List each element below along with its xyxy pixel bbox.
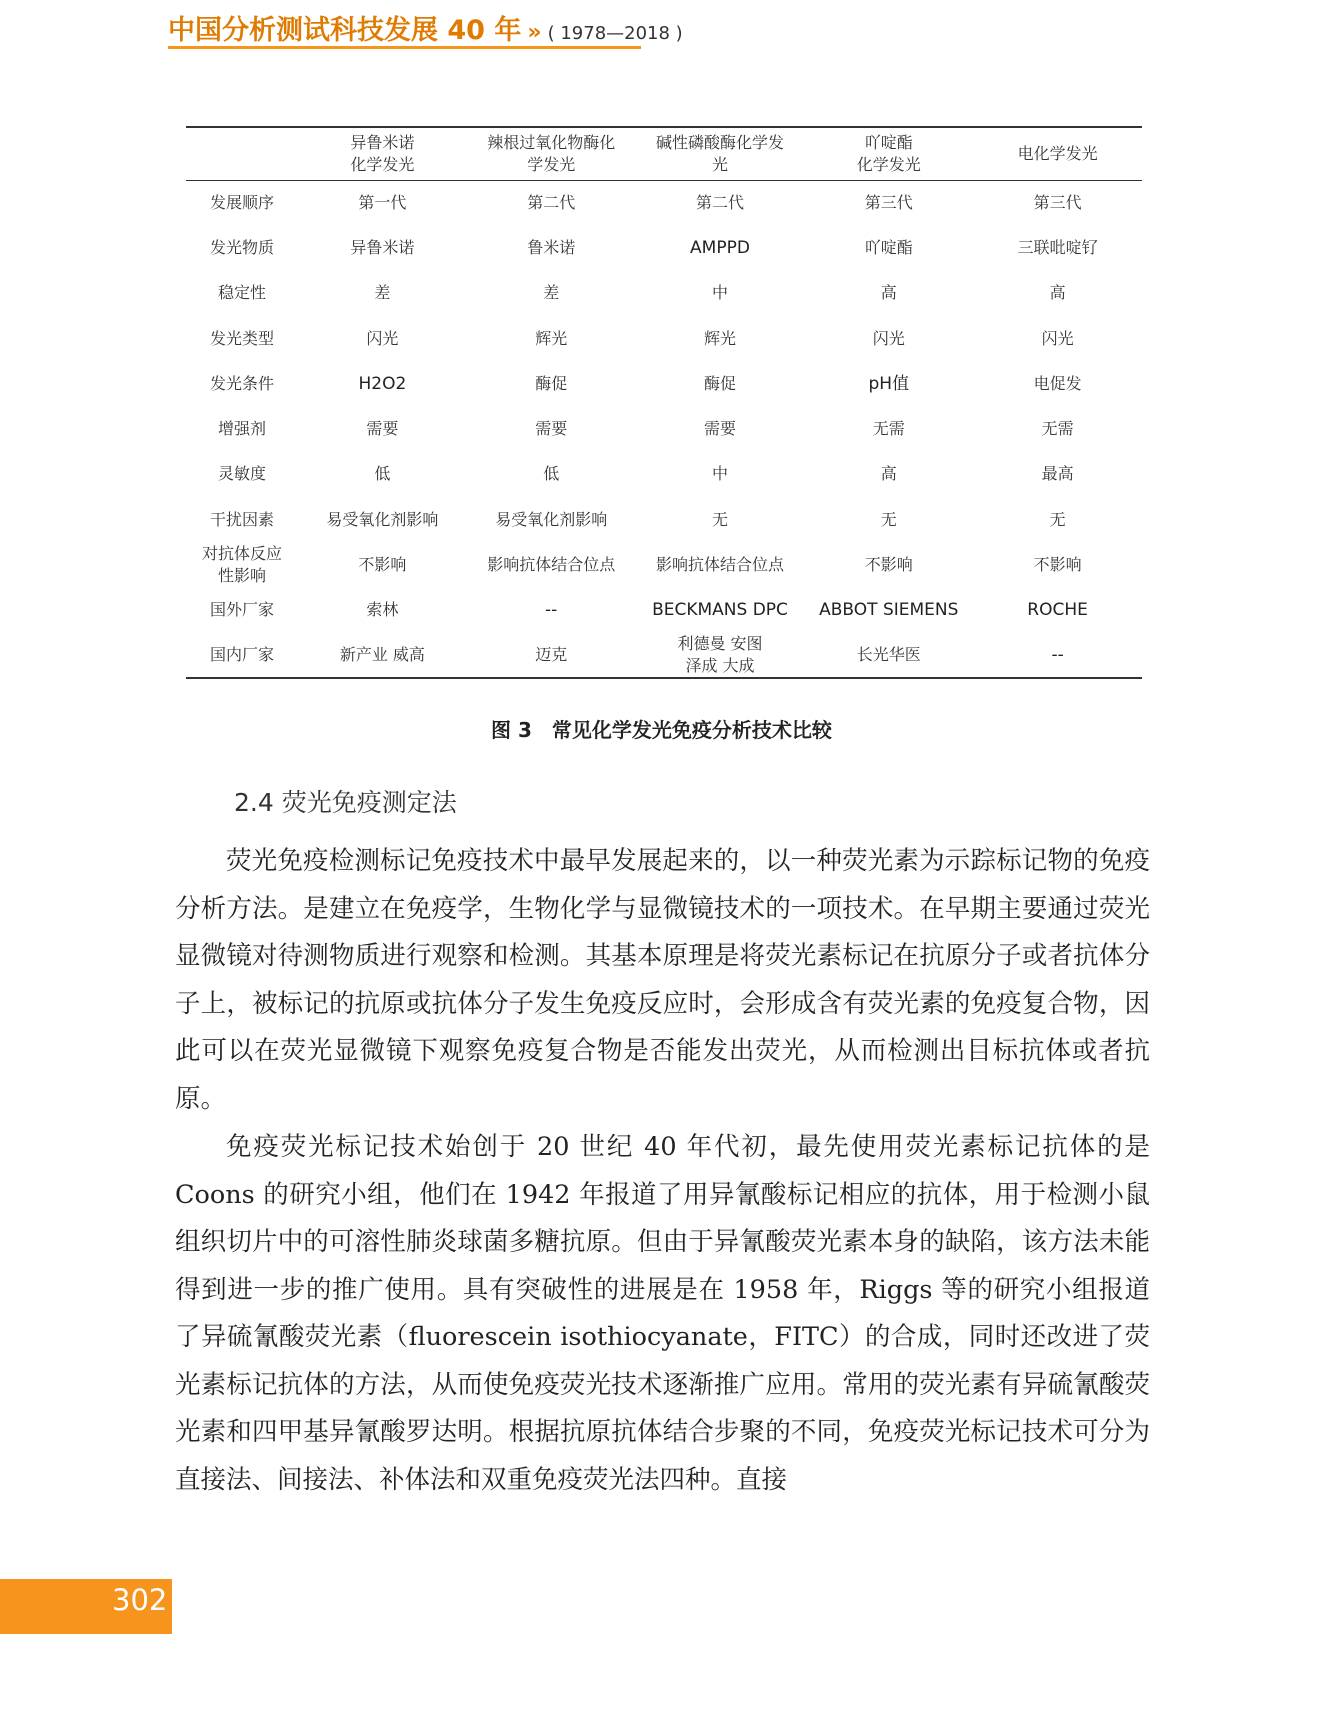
table-cell: 最高 [1041, 464, 1074, 484]
table-cell: 需要 [535, 419, 568, 439]
table-cell: 第三代 [1033, 192, 1082, 212]
table-cell: 无 [880, 509, 897, 529]
row-label: 稳定性 [217, 283, 266, 303]
table-cell: H2O2 [358, 373, 407, 394]
table-cell: 闪光 [872, 328, 905, 348]
table-cell: 中 [711, 283, 728, 303]
paragraph-text: 免疫荧光标记技术始创于 20 世纪 40 年代初，最先使用荧光素标记抗体的是 Coons 的研究小组，他们在 1942 年报道了用异氰酸标记相应的抗体，用于检测小鼠组织切片中的可溶性肺炎球菌多糖抗原。但由于异氰酸荧光素本身的缺陷，该方法未能得到进一步的推广使用。具有突破性的进展是在 1958 年，Riggs 等的研究小组报道了异硫氰酸荧光素（fluorescein isothiocyanate，FITC）的合成，同时还改进了荧光素标记抗体的方法，从而使免疫荧光技术逐渐推广应用。常用的荧光素有异硫氰酸荧光素和四甲基异氰酸罗达明。根据抗原抗体结合步聚的不同，免疫荧光标记技术可分为直接法、间接法、补体法和双重免疫荧光法四种。直接 [175, 1132, 1150, 1495]
table-cell: BECKMANS DPC [652, 600, 788, 621]
table-cell: -- [973, 633, 1142, 678]
table-row [186, 588, 1142, 633]
table-cell: 闪光 [1041, 328, 1074, 348]
book-title: 中国分析测试科技发展 40 年 [168, 15, 522, 46]
table-row [186, 225, 1142, 270]
table-row [186, 180, 1142, 225]
table-row [186, 497, 1142, 542]
table-row [186, 406, 1142, 451]
table-row [186, 542, 1142, 587]
table-cell: 迈克 [467, 633, 636, 678]
body-paragraph-1 [175, 838, 1150, 1123]
table-cell: 易受氧化剂影响 [326, 509, 439, 529]
table-cell: 电促发 [1033, 373, 1082, 393]
table-cell: pH值 [868, 373, 910, 394]
table-cell: 低 [374, 464, 391, 484]
figure-caption: 图 3 常见化学发光免疫分析技术比较 [491, 718, 832, 742]
table-cell: 不影响 [1033, 555, 1082, 575]
column-header: 辣根过氧化物酶化 学发光 [467, 127, 636, 180]
table-body [186, 180, 1142, 678]
table-cell: AMPPD [690, 237, 750, 258]
table-cell: 辉光 [535, 328, 568, 348]
page-number: 302 [112, 1583, 168, 1617]
row-label: 增强剂 [217, 419, 266, 439]
table-cell: 无需 [1041, 419, 1074, 439]
table-cell: 影响抗体结合位点 [655, 555, 784, 575]
table-cell: 吖啶酯 [864, 237, 913, 257]
table-cell: -- [545, 600, 558, 621]
table-cell: 闪光 [366, 328, 399, 348]
table-cell: 高 [880, 464, 897, 484]
table-row [186, 452, 1142, 497]
table-header-row [186, 127, 1142, 180]
table-row [186, 316, 1142, 361]
table-row [186, 361, 1142, 406]
table-cell: 酶促 [535, 373, 568, 393]
table-cell: 需要 [366, 419, 399, 439]
column-header: 碱性磷酸酶化学发 光 [636, 127, 805, 180]
table-cell: 无需 [872, 419, 905, 439]
table-cell: 无 [711, 509, 728, 529]
table-row [186, 271, 1142, 316]
table-cell: 差 [543, 283, 560, 303]
row-label: 发光类型 [209, 328, 274, 348]
table-cell: 无 [1049, 509, 1066, 529]
table-cell: 中 [711, 464, 728, 484]
table-cell: 高 [880, 283, 897, 303]
table-row [186, 633, 1142, 678]
table-cell: 异鲁米诺 [350, 237, 415, 257]
table-cell: 影响抗体结合位点 [487, 555, 616, 575]
table-cell: 利德曼 安图 泽成 大成 [636, 633, 805, 678]
table-cell: 易受氧化剂影响 [495, 509, 608, 529]
table-cell: 需要 [703, 419, 736, 439]
table-cell: 第三代 [864, 192, 913, 212]
table-cell: 不影响 [864, 555, 913, 575]
table-cell: 不影响 [358, 555, 407, 575]
table-cell: ROCHE [1027, 600, 1088, 621]
paragraph-text: 荧光免疫检测标记免疫技术中最早发展起来的，以一种荧光素为示踪标记物的免疫分析方法。是建立在免疫学，生物化学与显微镜技术的一项技术。在早期主要通过荧光显微镜对待测物质进行观察和检测。其基本原理是将荧光素标记在抗原分子或者抗体分子上，被标记的抗原或抗体分子发生免疫反应时，会形成含有荧光素的免疫复合物，因此可以在荧光显微镜下观察免疫复合物是否能发出荧光，从而检测出目标抗体或者抗原。 [175, 846, 1150, 1114]
table-cell: 索林 [366, 600, 399, 620]
column-header: 电化学发光 [973, 127, 1142, 180]
running-header [168, 8, 683, 44]
row-label: 发展顺序 [209, 192, 274, 212]
row-label: 对抗体反应 性影响 [201, 544, 282, 586]
section-heading: 2.4 荧光免疫测定法 [234, 788, 457, 817]
table-cell: ABBOT SIEMENS [819, 600, 959, 621]
row-label: 国外厂家 [209, 600, 274, 620]
table-cell: 第二代 [527, 192, 576, 212]
table-cell: 高 [1049, 283, 1066, 303]
column-header: 吖啶酯 化学发光 [804, 127, 973, 180]
column-header: 异鲁米诺 化学发光 [298, 127, 467, 180]
row-label: 发光物质 [209, 237, 274, 257]
comparison-table [186, 126, 1142, 679]
row-label: 干扰因素 [209, 509, 274, 529]
table-cell: 长光华医 [804, 633, 973, 678]
table-cell: 差 [374, 283, 391, 303]
table-cell: 低 [543, 464, 560, 484]
table-cell: 三联吡啶钌 [1017, 237, 1098, 257]
table-cell: 鲁米诺 [527, 237, 576, 257]
chevron-right-icon: » [527, 20, 542, 45]
column-header [186, 127, 298, 180]
row-label: 国内厂家 [186, 633, 298, 678]
table-cell: 第一代 [358, 192, 407, 212]
header-rule [168, 46, 641, 49]
table-cell: 辉光 [703, 328, 736, 348]
row-label: 灵敏度 [217, 464, 266, 484]
body-paragraph-2 [175, 1124, 1150, 1504]
row-label: 发光条件 [209, 373, 274, 393]
book-years: ( 1978—2018 ) [547, 23, 683, 44]
table-cell: 新产业 威高 [298, 633, 467, 678]
table-cell: 第二代 [695, 192, 744, 212]
table-cell: 酶促 [703, 373, 736, 393]
